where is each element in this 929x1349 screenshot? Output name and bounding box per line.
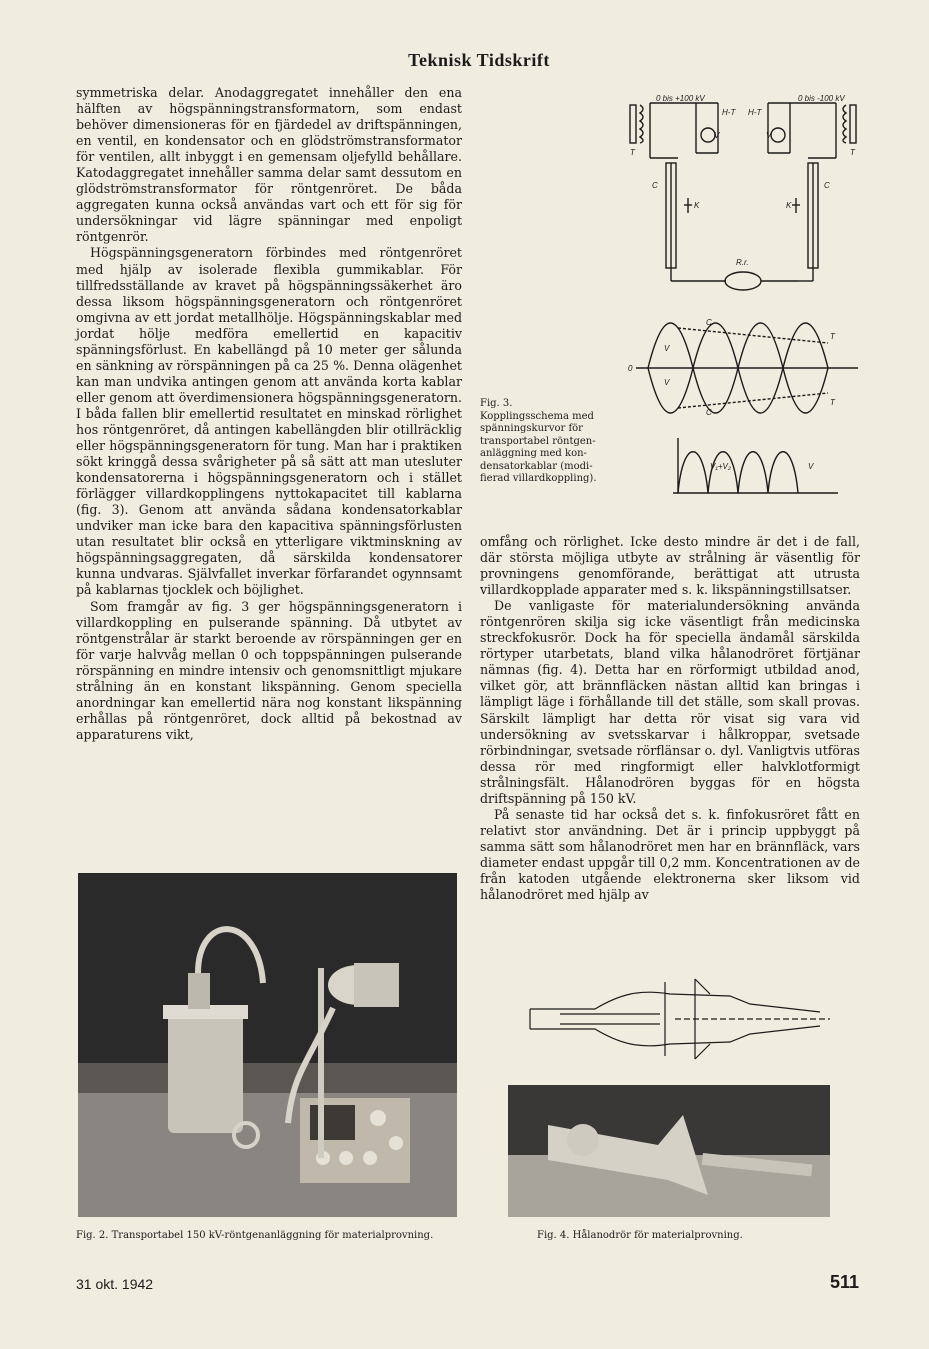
fig3-label: C <box>652 181 658 190</box>
caption-line: transportabel röntgen- <box>480 435 596 447</box>
fig3-label: K <box>786 201 792 210</box>
fig3-label: V <box>664 344 670 353</box>
caption-line: anläggning med kon- <box>480 448 587 459</box>
paragraph: På senaste tid har också det s. k. finfokusröret fått en relativt stor användning. Det är i princip uppbyggt på samma sätt som hålanodröret men har en brännfläck, vars diameter endast uppgår till 0,2 mm. Koncentrationen av de från katoden utgående elektronerna sker liksom vid hålanodröret med hjälp av <box>480 806 860 903</box>
fig3-label: H-T <box>748 108 762 117</box>
fig3-label: C <box>706 318 712 327</box>
fig2-photo <box>78 873 457 1217</box>
fig3-circuit-diagram <box>618 93 868 508</box>
left-column <box>76 85 462 743</box>
fig3-label: T <box>830 398 835 407</box>
fig4-tube-drawing <box>500 974 840 1064</box>
right-column <box>480 534 860 903</box>
masthead: Teknisk Tidskrift <box>408 50 550 70</box>
paragraph: Som framgår av fig. 3 ger högspänningsgeneratorn i villardkoppling en pulserande spänning. Då utbytet av röntgenstrålar är starkt beroende av rörspänningen ger en för varje halvvåg mellan 0 och toppspänningen pulserande rörspänning en mindre intensiv och genomsnittligt mjukare strålning än en konstant likspänning. Genom speciella anordningar kan emellertid nära nog konstant likspänning erhållas på röntgenröret, dock alltid på bekostnad av apparaturens vikt, <box>76 598 462 742</box>
fig2-caption: Fig. 2. Transportabel 150 kV-röntgenanläggning för materialprovning. <box>76 1230 434 1241</box>
fig3-label: 0 <box>628 364 633 373</box>
caption-line: Kopplingsschema med <box>480 410 594 422</box>
fig4-photo <box>508 1085 830 1217</box>
fig3-label: T <box>830 332 835 341</box>
fig3-label: C <box>824 181 830 190</box>
fig3-label: V <box>766 131 772 140</box>
fig3-label: V₁+V₂ <box>710 462 731 471</box>
fig3-label: H-T <box>722 108 736 117</box>
paragraph: omfång och rörlighet. Icke desto mindre är det i de fall, där största möjliga utbyte av strålning är väsentlig för provningens genomförande, berättigat att utrusta villardkopplade apparater med s. k. likspänningstillsatser. <box>480 534 860 598</box>
fig3-label: V <box>808 462 814 471</box>
fig3-label: V <box>664 378 670 387</box>
paragraph: Högspänningsgeneratorn förbindes med röntgenröret med hjälp av isolerade flexibla gummikablar. För tillfredsställande av kravet på högspänningssäkerhet äro dessa liksom högspänningsgeneratorn och röntgenröret omgivna av ett jordat metallhölje. Högspänningskablar med jordat hölje medföra emellertid en kapacitiv spänningsförlust. En kabellängd på 10 meter ger sålunda en sänkning av rörspänningen på ca 25 %. Denna olägenhet kan man undvika antingen genom att använda korta kablar eller genom att överdimensionera högspänningsgeneratorn. I båda fallen blir emellertid resultatet en minskad rörlighet hos röntgenröret, då antingen kabellängden blir otillräcklig eller högspänningsgeneratorn för tung. Man har i praktiken sökt kringgå dessa svårigheter på så sätt att man utesluter kondensatorerna i högspänningsgeneratorn och i stället förlägger villardkopplingens nyttokapacitet till kablarna (fig. 3). Genom att använda sådana kondensatorkablar undviker man icke bara den kapacitiva spänningsförlusten utan resultatet blir också en ytterligare viktminskning av högspänningsaggregaten, då särskilda kondensatorer kunna undvaras. Självfallet inverkar förfarandet ogynnsamt på kablarnas tjocklek och böjlighet. <box>76 245 462 598</box>
paragraph: De vanligaste för materialundersökning använda röntgenrören skilja sig icke väsentligt från medicinska streckfokusrör. Dock ha för speciella ändamål särskilda rörtyper utarbetats, bland vilka hålanodröret förtjänar nämnas (fig. 4). Detta har en rörformigt utbildad anod, vilket gör, att brännfläcken nästan alltid kan bringas i lämpligt läge i förhållande till det ställe, som skall provas. Särskilt lämpligt har detta rör visat sig vara vid undersökning av svetsskarvar i hålkroppar, svetsade rörbindningar, svetsade rörflänsar o. dyl. Vanligtvis utföras dessa rör med ringformigt eller halvklotformigt strålningsfält. Hålanodrören byggas för en högsta driftspänning på 150 kV. <box>480 598 860 806</box>
fig3-label: T <box>850 148 855 157</box>
page-number: 511 <box>830 1272 860 1292</box>
paragraph: symmetriska delar. Anodaggregatet innehåller den ena hälften av högspänningstransformatorn, som endast behöver dimensioneras för en fjärdedel av driftspänningen, en ventil, en kondensator och en glödströmstransformator för ventilen, allt inbyggt i en gemensam oljefylld behållare. Katodaggregatet innehåller samma delar samt dessutom en glödströmstransformator för röntgenröret. De båda aggregaten kunna också användas vart och ett för sig för undersökningar vid lägre spänningar med enpoligt röntgenrör. <box>76 85 462 245</box>
fig3-label: R.r. <box>736 258 749 267</box>
caption-line: Fig. 3. <box>480 398 513 409</box>
caption-line: fierad villardkoppling). <box>480 473 597 484</box>
fig3-label: 0 bis -100 kV <box>798 94 845 103</box>
caption-line: spänningskurvor för <box>480 423 583 434</box>
fig3-label: 0 bis +100 kV <box>656 94 705 103</box>
fig3-label: T <box>630 148 635 157</box>
fig4-caption: Fig. 4. Hålanodrör för materialprovning. <box>537 1230 743 1241</box>
footer-date: 31 okt. 1942 <box>76 1276 154 1292</box>
fig3-label: K <box>694 201 700 210</box>
caption-line: densatorkablar (modi- <box>480 460 593 472</box>
fig3-label: V <box>714 131 720 140</box>
fig3-caption <box>480 398 618 486</box>
fig3-label: C <box>706 408 712 417</box>
